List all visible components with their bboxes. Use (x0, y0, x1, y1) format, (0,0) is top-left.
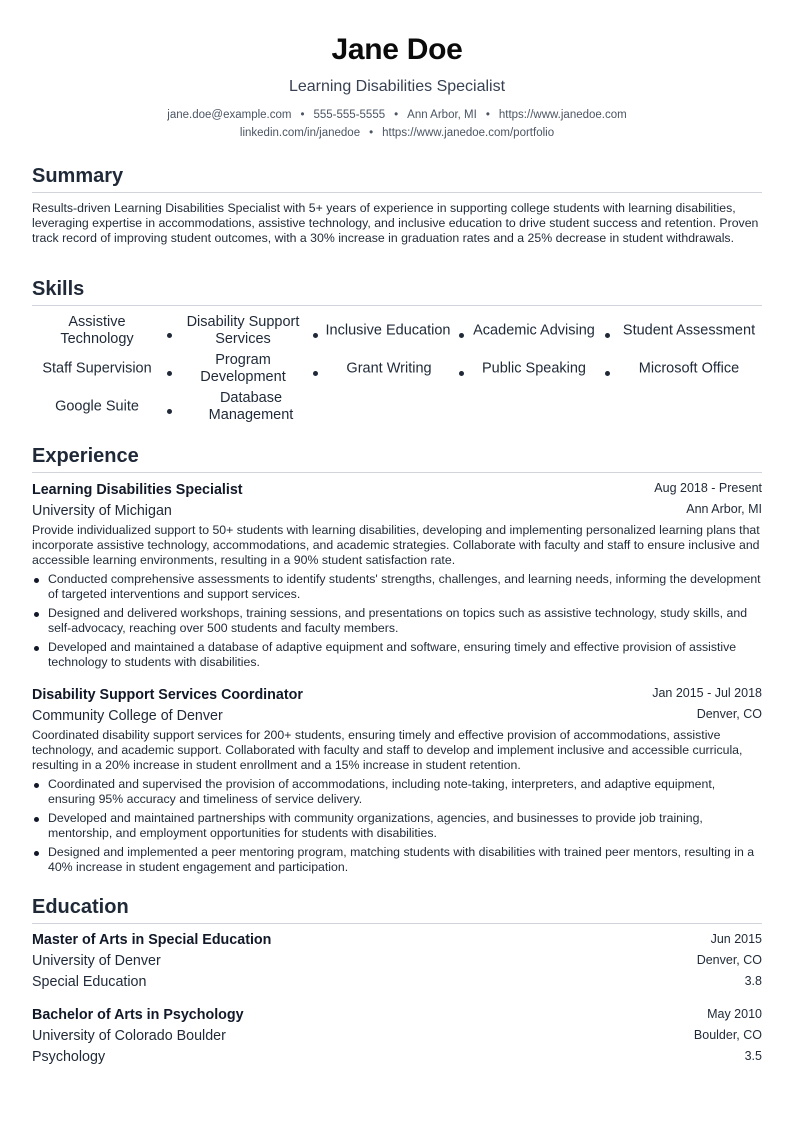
bullet-dot-icon (459, 333, 464, 338)
school-name: University of Denver (32, 953, 161, 969)
job-organization: Community College of Denver (32, 708, 223, 724)
degree-title: Bachelor of Arts in Psychology (32, 1007, 244, 1023)
skills-heading: Skills (32, 277, 762, 306)
portfolio-link[interactable]: https://www.janedoe.com/portfolio (382, 127, 555, 139)
job-dates: Jan 2015 - Jul 2018 (652, 686, 762, 700)
linkedin-link[interactable]: linkedin.com/in/janedoe (239, 127, 361, 139)
job-location: Ann Arbor, MI (686, 502, 762, 516)
skill-item: Student Assessment (622, 322, 756, 339)
candidate-name: Jane Doe (331, 33, 463, 66)
contact-line-1 (32, 108, 762, 122)
gpa-value: 3.5 (744, 1049, 762, 1063)
job-dates: Aug 2018 - Present (654, 481, 762, 495)
list-item: Conducted comprehensive assessments to identify students' strengths, challenges, and learning needs, informing the development of targeted interventions and support services. (32, 572, 762, 602)
degree-date: Jun 2015 (710, 932, 762, 946)
bullet-dot-icon (459, 371, 464, 376)
separator-dot-icon: • (485, 109, 490, 121)
school-location: Boulder, CO (693, 1028, 762, 1042)
job-description: Provide individualized support to 50+ students with learning disabilities, developing and implementing personalized learning plans that incorporate assistive technology, accommodations, and academic strategies. Collaborate with faculty and staff to ensure inclusive and accessible learning environments, resulting in a 90% student satisfaction rate. (32, 523, 760, 567)
skill-item: Grant Writing (346, 360, 432, 377)
gpa-value: 3.8 (744, 974, 762, 988)
skill-item: Program Development (200, 352, 286, 385)
list-item: Developed and maintained a database of adaptive equipment and software, ensuring timely and effective provision of assistive technology to students with disabilities. (32, 640, 762, 670)
degree-date: May 2010 (707, 1007, 762, 1021)
bullet-dot-icon (167, 371, 172, 376)
job-description: Coordinated disability support services for 200+ students, ensuring timely and effective provision of accommodations, assistive technology, and academic support. Collaborated with faculty and staff to develop and implement inclusive and accessible curricula, resulting in a 20% increase in student enrollment and a 15% increase in student retention. (32, 728, 743, 772)
list-item: Designed and implemented a peer mentoring program, matching students with disabilities with trained peer mentors, resulting in a 40% increase in student engagement and participation. (32, 845, 762, 875)
school-name: University of Colorado Boulder (32, 1028, 226, 1044)
education-school-row (32, 1028, 762, 1049)
website-link[interactable]: https://www.janedoe.com (498, 109, 627, 121)
job-bullets (32, 777, 762, 875)
experience-org-row (32, 707, 762, 728)
location-text: Ann Arbor, MI (407, 109, 477, 121)
phone-text[interactable]: 555-555-5555 (313, 109, 386, 121)
list-item: Developed and maintained partnerships with community organizations, agencies, and businesses to provide job training, mentorship, and employment opportunities for students with disabilities. (32, 811, 762, 841)
skill-item: Public Speaking (482, 360, 586, 377)
skills-row (32, 350, 762, 388)
school-location: Denver, CO (696, 953, 762, 967)
bullet-dot-icon (605, 333, 610, 338)
education-school-row (32, 953, 762, 974)
skills-row (32, 388, 762, 426)
skill-item: Assistive Technology (60, 314, 134, 347)
list-item: Designed and delivered workshops, training sessions, and presentations on topics such as assistive technology, study skills, and self-advocacy, reaching over 500 students and faculty members. (32, 606, 762, 636)
list-item: Coordinated and supervised the provision of accommodations, including note-taking, interpreters, and adaptive equipment, ensuring 95% accuracy and timeliness of service delivery. (32, 777, 762, 807)
separator-dot-icon: • (369, 127, 374, 139)
job-organization: University of Michigan (32, 503, 172, 519)
bullet-dot-icon (167, 409, 172, 414)
education-header-row (32, 1007, 762, 1028)
summary-text: Results-driven Learning Disabilities Specialist with 5+ years of experience in supporting college students with learning disabilities, leveraging expertise in accommodations, assistive technology, and inclusive education to drive student success and retention. Proven track record of improving student outcomes, with a 30% increase in graduation rates and a 25% decrease in student withdrawals. (32, 201, 759, 245)
skill-item: Database Management (208, 390, 294, 423)
skills-row (32, 312, 762, 350)
skill-item: Inclusive Education (325, 322, 451, 339)
education-field-row (32, 1049, 762, 1070)
skill-item: Google Suite (55, 398, 139, 415)
education-header-row (32, 932, 762, 953)
education-heading: Education (32, 895, 762, 924)
job-role: Disability Support Services Coordinator (32, 687, 303, 703)
skill-item: Academic Advising (473, 322, 595, 339)
degree-title: Master of Arts in Special Education (32, 932, 272, 948)
field-of-study: Psychology (32, 1049, 106, 1065)
bullet-dot-icon (313, 371, 318, 376)
skill-item: Staff Supervision (42, 360, 152, 377)
bullet-dot-icon (167, 333, 172, 338)
skill-item: Microsoft Office (638, 360, 740, 377)
job-bullets (32, 572, 762, 670)
contact-line-2 (32, 126, 762, 140)
bullet-dot-icon (605, 371, 610, 376)
summary-heading: Summary (32, 164, 762, 193)
job-role: Learning Disabilities Specialist (32, 482, 243, 498)
email-link[interactable]: jane.doe@example.com (167, 109, 292, 121)
education-entry (32, 1007, 762, 1070)
experience-header-row (32, 481, 762, 502)
separator-dot-icon: • (300, 109, 305, 121)
education-field-row (32, 974, 762, 995)
skill-item: Disability Support Services (186, 314, 300, 347)
bullet-dot-icon (313, 333, 318, 338)
field-of-study: Special Education (32, 974, 147, 990)
experience-entry (32, 481, 762, 674)
experience-org-row (32, 502, 762, 523)
experience-header-row (32, 686, 762, 707)
experience-heading: Experience (32, 444, 762, 473)
job-location: Denver, CO (696, 707, 762, 721)
candidate-title: Learning Disabilities Specialist (288, 78, 506, 95)
experience-entry (32, 686, 762, 879)
education-entry (32, 932, 762, 995)
separator-dot-icon: • (394, 109, 399, 121)
